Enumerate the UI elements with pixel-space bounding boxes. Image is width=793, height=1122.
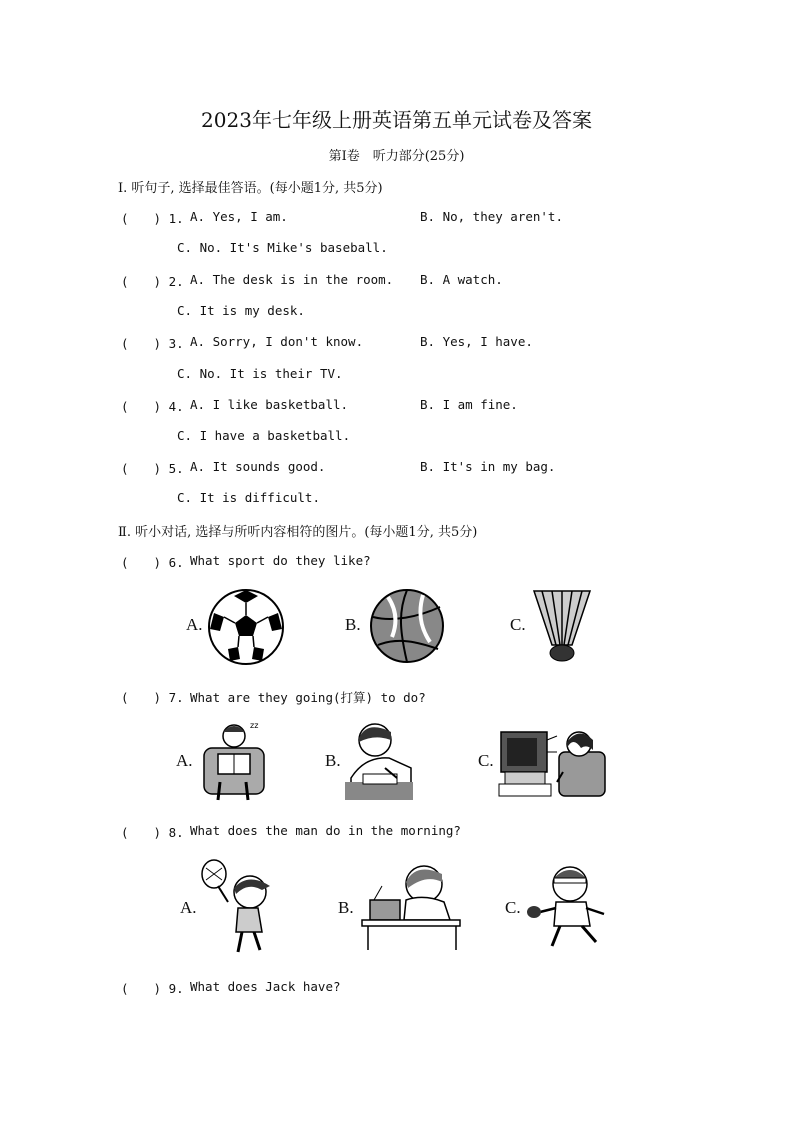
section-1-heading: Ⅰ. 听句子, 选择最佳答语。(每小题1分, 共5分) — [118, 181, 383, 196]
radio-listener-icon — [360, 860, 464, 952]
question-7-text: What are they going(打算) to do? — [190, 690, 426, 705]
option-b-label: B. — [325, 751, 341, 770]
option-c: C. No. It's Mike's baseball. — [177, 240, 388, 255]
option-a: A. Sorry, I don't know. — [190, 334, 364, 349]
option-c: C. I have a basketball. — [177, 428, 351, 443]
option-b-label: B. — [345, 615, 361, 634]
question-9-text: What does Jack have? — [190, 979, 341, 994]
svg-text:zz: zz — [250, 721, 259, 730]
option-c: C. No. It is their TV. — [177, 366, 343, 381]
question-number: ( ) 4. — [121, 399, 184, 414]
option-b-label: B. — [338, 898, 354, 917]
question-number: ( ) 8. — [121, 825, 184, 840]
option-a-label: A. — [186, 615, 203, 634]
part-subtitle: 第Ⅰ卷 听力部分(25分) — [328, 149, 465, 164]
reading-person-icon — [198, 718, 270, 802]
volleyball-icon — [368, 587, 446, 665]
option-c-label: C. — [510, 615, 526, 634]
option-a-label: A. — [176, 751, 193, 770]
section-2-heading: Ⅱ. 听小对话, 选择与所听内容相符的图片。(每小题1分, 共5分) — [118, 525, 478, 540]
option-a: A. Yes, I am. — [190, 209, 288, 224]
ping-pong-player-icon — [524, 862, 614, 950]
soccer-ball-icon — [206, 587, 286, 667]
option-c-label: C. — [505, 898, 521, 917]
question-number: ( ) 6. — [121, 555, 184, 570]
writing-person-icon — [345, 718, 413, 800]
option-a: A. It sounds good. — [190, 459, 326, 474]
option-a: A. The desk is in the room. — [190, 272, 394, 287]
tennis-player-icon — [198, 856, 280, 956]
option-b: B. A watch. — [420, 272, 503, 287]
option-a-label: A. — [180, 898, 197, 917]
option-c: C. It is my desk. — [177, 303, 305, 318]
question-number: ( ) 5. — [121, 461, 184, 476]
question-number: ( ) 1. — [121, 211, 184, 226]
option-b: B. No, they aren't. — [420, 209, 563, 224]
question-number: ( ) 2. — [121, 274, 184, 289]
option-c: C. It is difficult. — [177, 490, 320, 505]
question-6-text: What sport do they like? — [190, 553, 371, 568]
option-b: B. Yes, I have. — [420, 334, 533, 349]
question-number: ( ) 3. — [121, 336, 184, 351]
option-b: B. I am fine. — [420, 397, 518, 412]
watching-tv-person-icon — [499, 722, 609, 800]
option-c-label: C. — [478, 751, 494, 770]
question-number: ( ) 9. — [121, 981, 184, 996]
shuttlecock-icon — [532, 585, 592, 665]
question-number: ( ) 7. — [121, 690, 184, 705]
option-a: A. I like basketball. — [190, 397, 349, 412]
option-b: B. It's in my bag. — [420, 459, 556, 474]
page-title: 2023年七年级上册英语第五单元试卷及答案 — [201, 108, 592, 132]
question-8-text: What does the man do in the morning? — [190, 823, 461, 838]
